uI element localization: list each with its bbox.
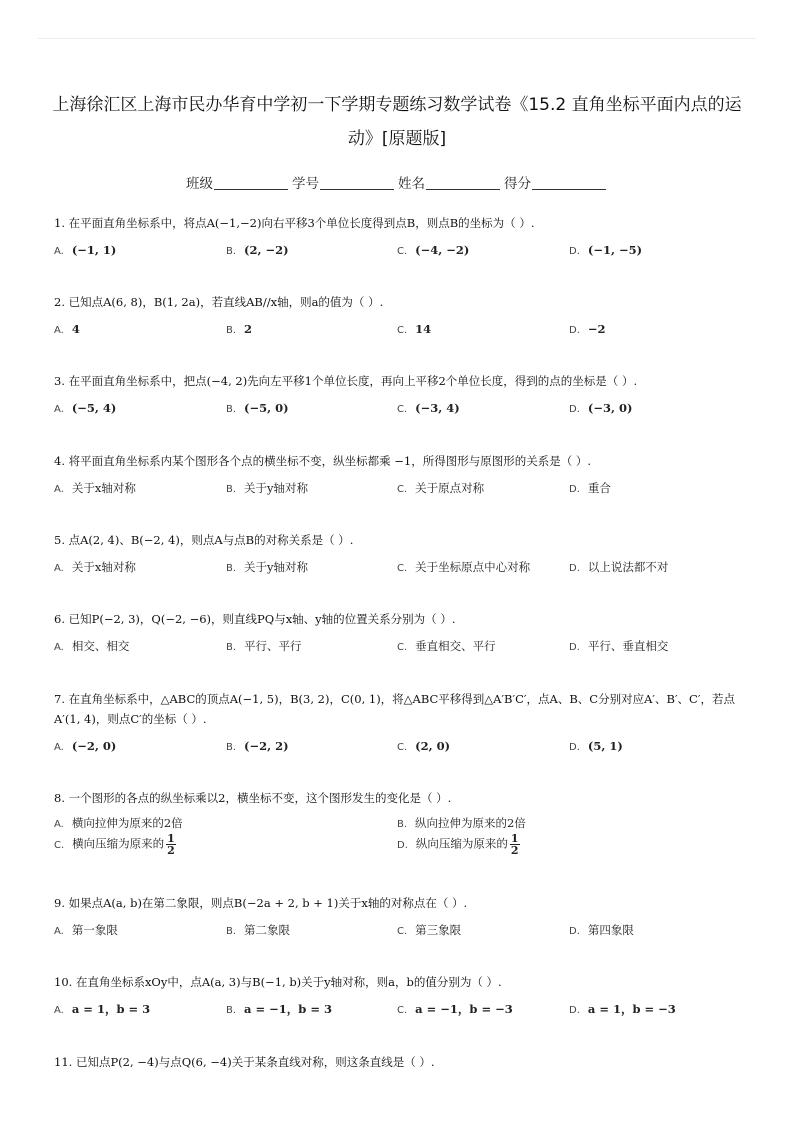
option-c[interactable]: C. 关于坐标原点中心对称 (397, 560, 531, 574)
option-d[interactable]: D. 第四象限 (569, 923, 634, 937)
id-blank[interactable] (320, 175, 394, 190)
question-stem: 9. 如果点A(a, b)在第二象限，则点B(−2a + 2, b + 1)关于x轴的对称点在（ ）. (54, 896, 468, 910)
score-label: 得分 (504, 176, 531, 192)
option-a[interactable]: A. 相交、相交 (54, 639, 130, 653)
question-stem: 8. 一个图形的各点的纵坐标乘以2，横坐标不变，这个图形发生的变化是（ ）. (54, 791, 452, 805)
fraction: $\frac{1}{2}$ (510, 832, 519, 857)
option-d[interactable]: D. (−3, 0) (569, 401, 633, 415)
page-title: 上海徐汇区上海市民办华育中学初一下学期专题练习数学试卷《15.2 直角坐标平面内点的运动》[原题版] (52, 95, 742, 149)
option-a[interactable]: A. 4 (54, 322, 80, 336)
student-info-line (0, 172, 794, 192)
option-c[interactable]: C. (−4, −2) (397, 243, 470, 257)
option-a[interactable]: A. 关于x轴对称 (54, 560, 136, 574)
options-row (54, 636, 744, 656)
options-row (54, 240, 744, 260)
top-divider (38, 38, 756, 39)
option-c[interactable]: C. 关于原点对称 (397, 481, 485, 495)
option-a[interactable]: A. (−5, 4) (54, 401, 117, 415)
option-c[interactable]: C. (2, 0) (397, 739, 451, 753)
option-b[interactable]: B. (−2, 2) (226, 739, 289, 753)
options-row (54, 319, 744, 339)
option-b[interactable]: B. 2 (226, 322, 253, 336)
options-row (54, 920, 744, 940)
options-row (54, 999, 744, 1019)
question-stem: 7. 在直角坐标系中，△ABC的顶点A(−1, 5)，B(3, 2)，C(0, 1)，将△ABC平移得到△A′B′C′，点A、B、C分别对应A′、B′、C′，若点A′(1, 4)，则点C′的坐标（ ）. (54, 692, 735, 726)
question-stem: 3. 在平面直角坐标系中，把点(−4, 2)先向左平移1个单位长度，再向上平移2个单位长度，得到的点的坐标是（ ）. (54, 374, 638, 388)
question-11 (54, 1052, 744, 1072)
option-d[interactable]: D. (5, 1) (569, 739, 623, 753)
option-c[interactable]: C. a = −1，b = −3 (397, 1002, 513, 1016)
option-d[interactable]: D. −2 (569, 322, 606, 336)
option-a[interactable]: A. 关于x轴对称 (54, 481, 136, 495)
question-stem: 5. 点A(2, 4)、B(−2, 4)，则点A与点B的对称关系是（ ）. (54, 533, 354, 547)
option-b[interactable]: B. 关于y轴对称 (226, 560, 309, 574)
question-1 (54, 213, 744, 260)
question-stem: 11. 已知点P(2, −4)与点Q(6, −4)关于某条直线对称，则这条直线是（ ）. (54, 1055, 435, 1069)
option-a[interactable]: A. (−2, 0) (54, 739, 117, 753)
option-d[interactable]: D. 重合 (569, 481, 611, 495)
question-stem: 4. 将平面直角坐标系内某个图形各个点的横坐标不变，纵坐标都乘 −1，所得图形与原图形的关系是（ ）. (54, 454, 592, 468)
option-a[interactable]: A. (−1, 1) (54, 243, 117, 257)
option-b[interactable]: B. (2, −2) (226, 243, 289, 257)
question-7 (54, 689, 744, 756)
question-9 (54, 893, 744, 940)
question-4 (54, 451, 744, 498)
option-d[interactable]: D. (−1, −5) (569, 243, 643, 257)
option-c[interactable]: C. 横向压缩为原来的 $\frac{1}{2}$ (54, 832, 175, 857)
option-a[interactable]: A. 横向拉伸为原来的2倍 (54, 816, 183, 830)
options-grid (54, 813, 744, 857)
question-10 (54, 972, 744, 1019)
score-blank[interactable] (532, 175, 606, 190)
option-d[interactable]: D. 以上说法都不对 (569, 560, 669, 574)
class-blank[interactable] (214, 175, 288, 190)
option-c[interactable]: C. 14 (397, 322, 432, 336)
option-b[interactable]: B. 关于y轴对称 (226, 481, 309, 495)
options-row (54, 478, 744, 498)
question-5 (54, 530, 744, 577)
option-d[interactable]: D. a = 1，b = −3 (569, 1002, 676, 1016)
question-6 (54, 609, 744, 656)
name-blank[interactable] (426, 175, 500, 190)
question-stem: 10. 在直角坐标系xOy中，点A(a, 3)与B(−1, b)关于y轴对称，则a，b的值分别为（ ）. (54, 975, 502, 989)
option-b[interactable]: B. 第二象限 (226, 923, 291, 937)
option-c[interactable]: C. 第三象限 (397, 923, 462, 937)
option-b[interactable]: B. 纵向拉伸为原来的2倍 (397, 816, 526, 830)
option-c[interactable]: C. (−3, 4) (397, 401, 460, 415)
option-b[interactable]: B. 平行、平行 (226, 639, 302, 653)
option-c[interactable]: C. 垂直相交、平行 (397, 639, 496, 653)
option-a[interactable]: A. 第一象限 (54, 923, 118, 937)
option-b[interactable]: B. a = −1，b = 3 (226, 1002, 332, 1016)
question-stem: 6. 已知P(−2, 3)，Q(−2, −6)，则直线PQ与x轴、y轴的位置关系分别为（ ）. (54, 612, 456, 626)
class-label: 班级 (186, 176, 213, 192)
options-row (54, 557, 744, 577)
question-stem: 2. 已知点A(6, 8)，B(1, 2a)，若直线AB//x轴，则a的值为（ ）. (54, 295, 384, 309)
question-3 (54, 371, 744, 418)
name-label: 姓名 (398, 176, 425, 192)
question-8 (54, 788, 744, 857)
option-a[interactable]: A. a = 1，b = 3 (54, 1002, 151, 1016)
option-d[interactable]: D. 纵向压缩为原来的 $\frac{1}{2}$ (397, 832, 519, 857)
options-row (54, 736, 744, 756)
question-stem: 1. 在平面直角坐标系中，将点A(−1,−2)向右平移3个单位长度得到点B，则点B的坐标为（ ）. (54, 216, 535, 230)
options-row (54, 398, 744, 418)
question-2 (54, 292, 744, 339)
option-b[interactable]: B. (−5, 0) (226, 401, 289, 415)
option-d[interactable]: D. 平行、垂直相交 (569, 639, 669, 653)
id-label: 学号 (292, 176, 319, 192)
fraction: $\frac{1}{2}$ (167, 832, 175, 857)
